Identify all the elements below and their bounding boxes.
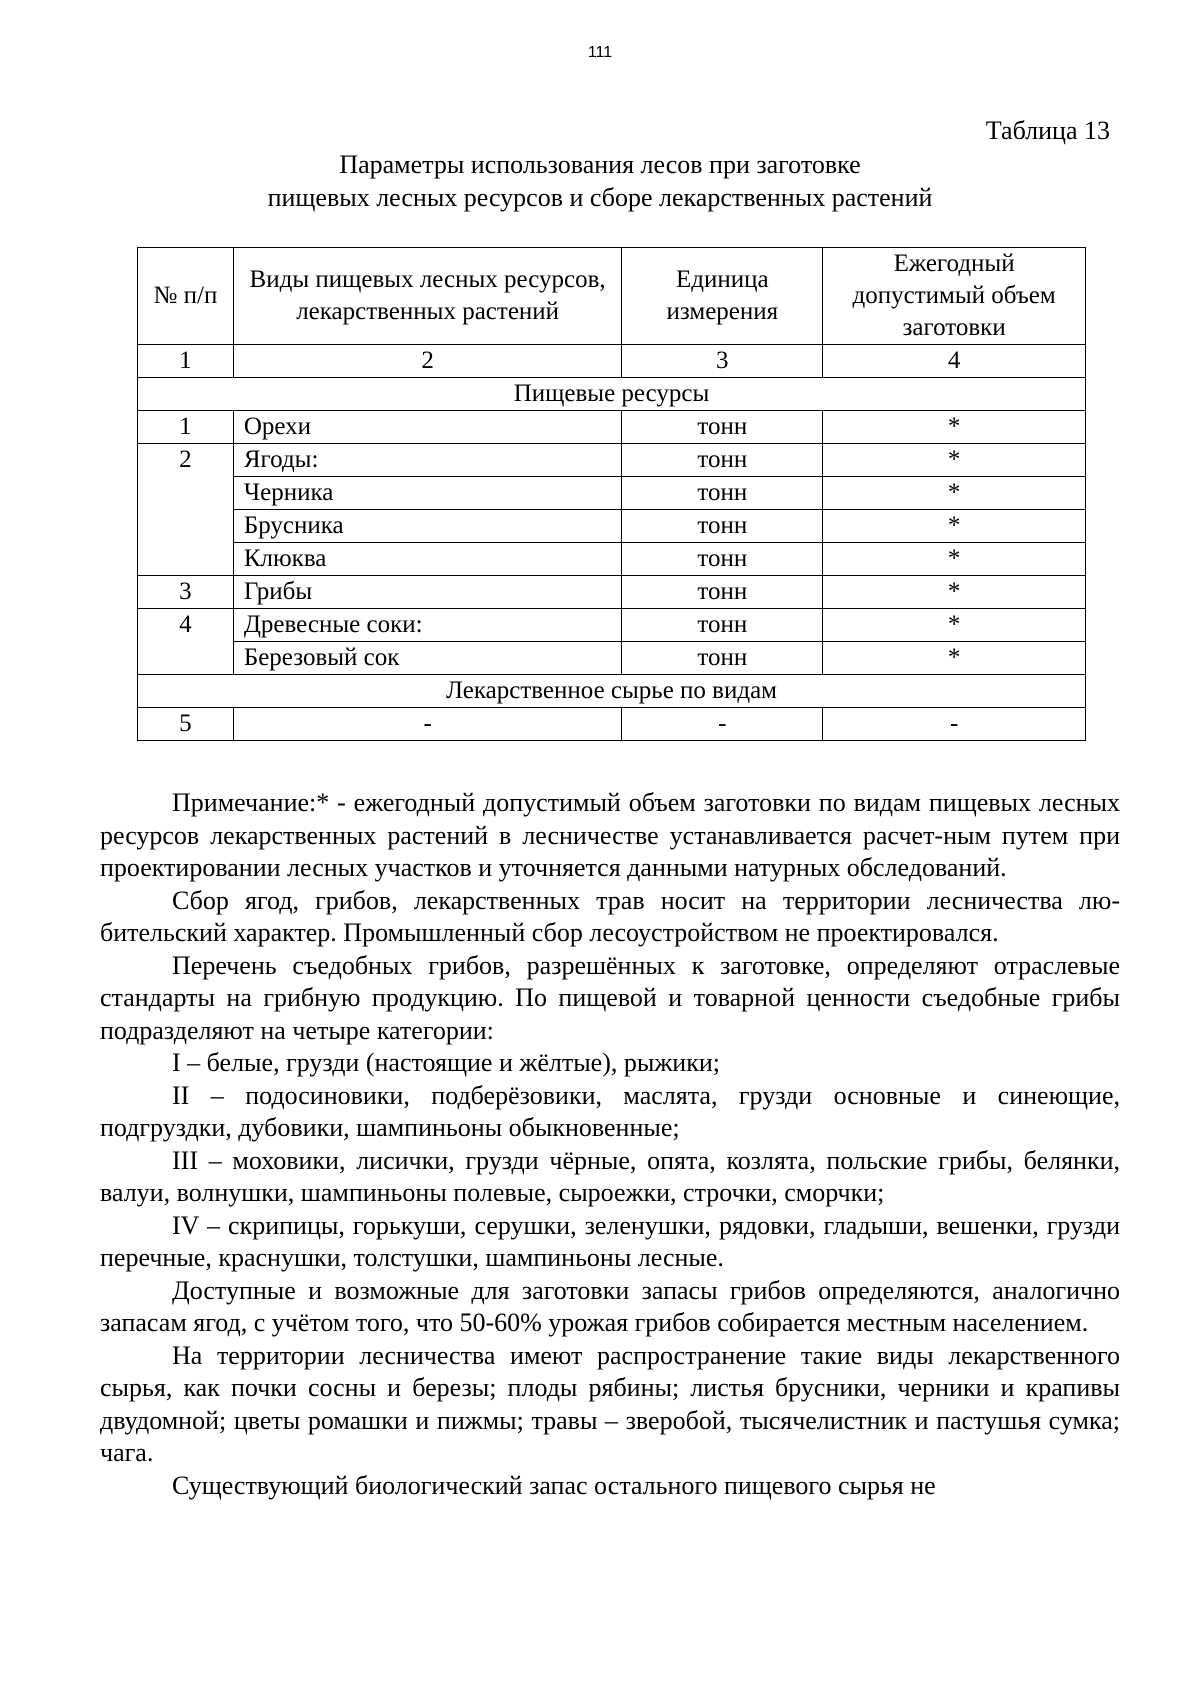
body-text <box>100 787 1120 1502</box>
note-paragraph: Примечание:* - ежегодный допустимый объем заготовки по видам пищевых лесных ресурсов лекарственных растений в лесничестве устанавливается расчет-ным путем при проектировании лесных участков и уточняется данными натурных обследований. <box>100 788 1120 882</box>
volume: * <box>823 609 1086 642</box>
paragraph: Сбор ягод, грибов, лекарственных трав носит на территории лесничества лю-бительский характер. Промышленный сбор лесоустройством не проектировался. <box>100 885 1120 947</box>
header-cell: Единица измерения <box>622 248 823 345</box>
resource-name: Древесные соки: <box>233 609 622 642</box>
resource-name: Березовый сок <box>233 642 622 675</box>
header-cell: Виды пищевых лесных ресурсов, лекарственных растений <box>233 248 622 345</box>
category-paragraph: III – моховики, лисички, грузди чёрные, опята, козлята, польские грибы, белянки, валуи, волнушки, шампиньоны полевые, сыроежки, строчки, сморчки; <box>100 1145 1120 1207</box>
column-number: 2 <box>233 345 622 378</box>
row-number: 5 <box>138 708 234 741</box>
header-cell: № п/п <box>138 248 234 345</box>
resource-name: Грибы <box>233 576 622 609</box>
column-number: 4 <box>823 345 1086 378</box>
unit: тонн <box>622 411 823 444</box>
unit: тонн <box>622 576 823 609</box>
volume: * <box>823 444 1086 477</box>
table-label: Таблица 13 <box>985 116 1110 145</box>
table-header-row <box>138 248 1086 345</box>
table-row <box>138 543 1086 576</box>
paragraph: На территории лесничества имеют распространение такие виды лекарственного сырья, как почки сосны и березы; плоды рябины; листья брусники, черники и крапивы двудомной; цветы ромашки и пижмы; травы – зверобой, тысячелистник и пастушья сумка; чага. <box>100 1340 1120 1467</box>
volume: * <box>823 642 1086 675</box>
resource-name: Орехи <box>233 411 622 444</box>
volume: * <box>823 543 1086 576</box>
volume: * <box>823 576 1086 609</box>
table-row <box>138 477 1086 510</box>
table-row <box>138 510 1086 543</box>
section-food: Пищевые ресурсы <box>138 378 1086 411</box>
unit: тонн <box>622 444 823 477</box>
resource-name: Черника <box>233 477 622 510</box>
page-number: 111 <box>587 44 613 61</box>
table-row <box>138 609 1086 642</box>
column-number: 1 <box>138 345 234 378</box>
paragraph: Перечень съедобных грибов, разрешённых к заготовке, определяют отраслевые стандарты на грибную продукцию. По пищевой и товарной ценности съедобные грибы подразделяют на четыре категории: <box>100 950 1120 1045</box>
unit: - <box>622 708 823 741</box>
resource-name: Ягоды: <box>233 444 622 477</box>
volume: * <box>823 510 1086 543</box>
row-number: 3 <box>138 576 234 609</box>
unit: тонн <box>622 510 823 543</box>
category-paragraph: II – подосиновики, подберёзовики, маслята, грузди основные и синеющие, подгруздки, дубовики, шампиньоны обыкновенные; <box>100 1080 1120 1142</box>
resources-table <box>137 247 1086 741</box>
header-cell: Ежегодный допустимый объем заготовки <box>823 248 1086 345</box>
category-paragraph: IV – скрипицы, горькуши, серушки, зеленушки, рядовки, гладыши, вешенки, грузди перечные, краснушки, толстушки, шампиньоны лесные. <box>100 1210 1120 1272</box>
row-number: 1 <box>138 411 234 444</box>
resource-name: Брусника <box>233 510 622 543</box>
table-row <box>138 708 1086 741</box>
column-number: 3 <box>622 345 823 378</box>
volume: * <box>823 411 1086 444</box>
unit: тонн <box>622 642 823 675</box>
category-paragraph: I – белые, грузди (настоящие и жёлтые), рыжики; <box>172 1048 720 1077</box>
table-row <box>138 576 1086 609</box>
row-number: 2 <box>138 444 234 576</box>
volume: * <box>823 477 1086 510</box>
resource-name: Клюква <box>233 543 622 576</box>
unit: тонн <box>622 477 823 510</box>
table-row <box>138 444 1086 477</box>
resource-name: - <box>233 708 622 741</box>
unit: тонн <box>622 609 823 642</box>
section-row <box>138 675 1086 708</box>
column-number-row <box>138 345 1086 378</box>
section-row <box>138 378 1086 411</box>
table-row <box>138 411 1086 444</box>
row-number: 4 <box>138 609 234 675</box>
table-title <box>0 148 1200 214</box>
table-title-line-1: Параметры использования лесов при заготовке <box>339 150 861 179</box>
section-medicinal: Лекарственное сырье по видам <box>138 675 1086 708</box>
paragraph: Существующий биологический запас остального пищевого сырья не <box>172 1470 936 1500</box>
table-row <box>138 642 1086 675</box>
volume: - <box>823 708 1086 741</box>
unit: тонн <box>622 543 823 576</box>
paragraph: Доступные и возможные для заготовки запасы грибов определяются, аналогично запасам ягод, с учётом того, что 50-60% урожая грибов собирается местным населением. <box>100 1275 1120 1337</box>
table-title-line-2: пищевых лесных ресурсов и сборе лекарственных растений <box>267 183 933 212</box>
